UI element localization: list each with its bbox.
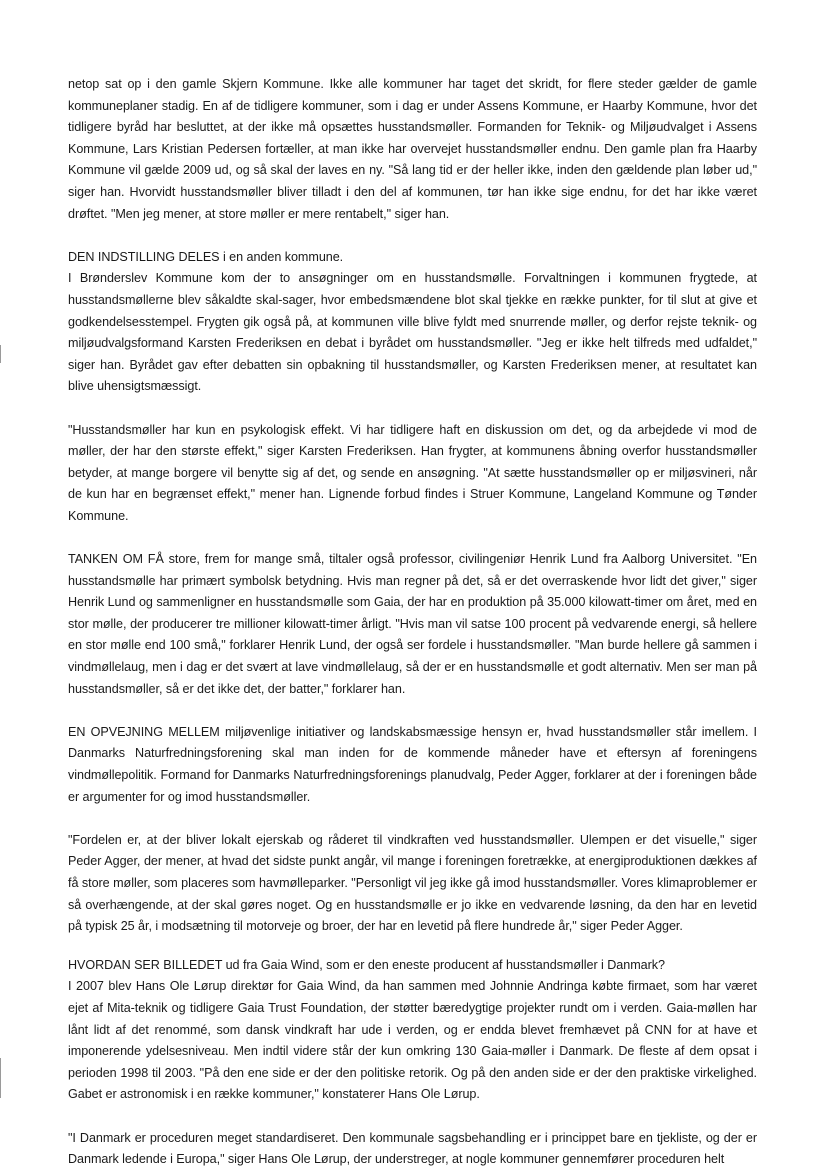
scan-edge-mark	[0, 1058, 1, 1098]
paragraph-tanken-om-faa: TANKEN OM FÅ store, frem for mange små, tiltaler også professor, civilingeniør Henrik Lund fra Aalborg Universitet. "En husstandsmølle har primært symbolsk betydning. Hvis man regner på det, så er det overraskende hvor lidt det giver," siger Henrik Lund og sammenligner en husstandsmølle som Gaia, der har en produktion på 35.000 kilowatt-timer om året, med en stor mølle, der producerer tre millioner kilowatt-timer årligt. "Hvis man vil satse 100 procent på vedvarende energi, så hellere en stor mølle end 100 små," forklarer Henrik Lund, der også ser fordele i husstandsmøller. "Man burde hellere gå sammen i vindmøllelaug, men i dag er det svært at lave vindmøllelaug, så der er en husstandsmølle et godt alternativ. Men ser man på husstandsmøller, så er det ikke det, der batter," forklarer han.	[68, 552, 757, 696]
paragraph-skjern: netop sat op i den gamle Skjern Kommune. Ikke alle kommuner har taget det skridt, for flere steder gælder de gamle kommuneplaner stadig. En af de tidligere kommuner, som i dag er under Assens Kommune, er Haarby Kommune, hvor det tidligere byråd har besluttet, at der ikke må opsættes husstandsmøller. Formanden for Teknik- og Miljøudvalget i Assens Kommune, Lars Kristian Pedersen fortæller, at man ikke har overvejet husstandsmøller endnu. Den gamle plan fra Haarby Kommune vil gælde 2009 ud, og så skal der laves en ny. "Så lang tid er der heller ikke, inden den gældende plan løber ud," siger han. Hvorvidt husstandsmøller bliver tilladt i den del af kommunen, tør han ikke sige endnu, for det har ikke været drøftet. "Men jeg mener, at store møller er mere rentabelt," siger han.	[68, 77, 757, 221]
section-heading-billedet: HVORDAN SER BILLEDET ud fra Gaia Wind, som er den eneste producent af husstandsmøller i Danmark?	[68, 957, 665, 972]
scan-edge-mark	[0, 345, 1, 363]
paragraph-gaia-wind: I 2007 blev Hans Ole Lørup direktør for Gaia Wind, da han sammen med Johnnie Andringa købte firmaet, som har været ejet af Mita-teknik og tidligere Gaia Trust Foundation, der støtter bæredygtige projekter rundt om i verden. Gaia-møllen har lånt lidt af det renommé, som dansk vindkraft har ude i verden, og er endda blevet fremhævet på CNN for at have et imponerende ydelsesniveau. Men indtil videre står der kun omkring 130 Gaia-møller i Danmark. De fleste af dem opsat i perioden 1998 til 2003. "På den ene side er der den politiske retorik. Og på den anden side er der den praktiske virkelighed. Gabet er astronomisk i en række kommuner," konstaterer Hans Ole Lørup.	[68, 979, 757, 1102]
paragraph-psykologisk-effekt: "Husstandsmøller har kun en psykologisk effekt. Vi har tidligere haft en diskussion om det, og da arbejdede vi mod de møller, der har den største effekt," siger Karsten Frederiksen. Han frygter, at kommunens åbning overfor husstandsmøller betyder, at mange borgere vil benytte sig af det, og sende en ansøgning. "At sætte husstandsmøller op er miljøsvineri, når de kun har en begrænset effekt," mener han. Lignende forbud findes i Struer Kommune, Langeland Kommune og Tønder Kommune.	[68, 422, 757, 523]
paragraph-fordelen: "Fordelen er, at der bliver lokalt ejerskab og råderet til vindkraften ved husstandsmøller. Ulempen er det visuelle," siger Peder Agger, der mener, at hvad det sidste punkt angår, vil mange i foreningen foretrække, at energiproduktionen dækkes af få store møller, som placeres som havmølleparker. "Personligt vil jeg ikke gå imod husstandsmøller. Vores klimaproblemer er så overhængende, at der skal gøres noget. Og en husstandsmølle er jo ikke en vedvarende løsning, da den har en levetid på typisk 25 år, i modsætning til motorveje og broer, der har en levetid på flere hundrede år," siger Peder Agger.	[68, 832, 757, 934]
paragraph-bronderslev: I Brønderslev Kommune kom der to ansøgninger om en husstandsmølle. Forvaltningen i kommunen frygtede, at husstandsmøllerne blev såkaldte skal-sager, hvor embedsmændene blot skal tjekke en række punkter, for til slut at give et godkendelsesstempel. Frygten gik også på, at kommunen ville blive fyldt med snurrende møller, og derfor rejste teknik- og miljøudvalgsformand Karsten Frederiksen en debat i byrådet om husstandsmøller. "Jeg er ikke helt tilfreds med udfaldet," siger han. Byrådet gav efter debatten sin opbakning til husstandsmøller, og Karsten Frederiksen mener, at resultatet kan blive uhensigtsmæssigt.	[68, 271, 757, 394]
section-heading-indstilling: DEN INDSTILLING DELES i en anden kommune.	[68, 249, 344, 264]
paragraph-opvejning: EN OPVEJNING MELLEM miljøvenlige initiativer og landskabsmæssige hensyn er, hvad husstandsmøller står imellem. I Danmarks Naturfredningsforening skal man inden for de kommende måneder have et eftersyn af foreningens vindmøllepolitik. Formand for Danmarks Naturfredningsforenings planudvalg, Peder Agger, forklarer at der i foreningen både er argumenter for og imod husstandsmøller.	[68, 724, 757, 804]
paragraph-proceduren: "I Danmark er proceduren meget standardiseret. Den kommunale sagsbehandling er i princippet bare en tjekliste, og der er Danmark ledende i Europa," siger Hans Ole Lørup, der understreger, at nogle kommuner gennemfører proceduren helt	[68, 1130, 757, 1167]
